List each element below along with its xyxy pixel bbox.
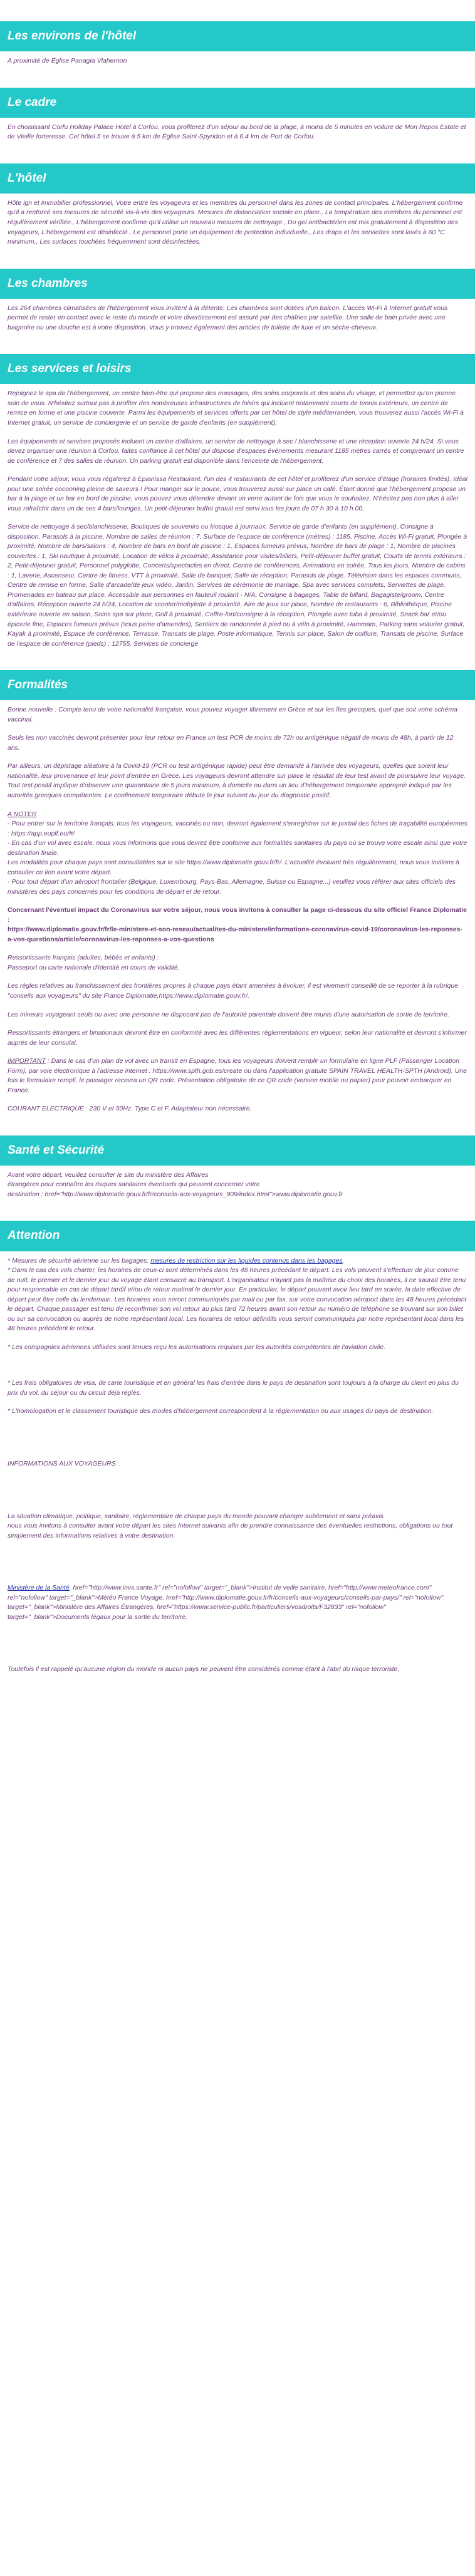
important-label: IMPORTANT <box>8 1057 46 1065</box>
bullet: * Les compagnies aériennes utilisées sont tenues reçu les autorisations requises par les autorités compétentes de l'aviation civile. <box>8 1343 386 1351</box>
info-heading: INFORMATIONS AUX VOYAGEURS : <box>8 1459 120 1467</box>
note-line: - Pour entrer sur le territoire français, tous les voyageurs, vaccinés ou non, devront également s'enregistrer sur le portail des fiches de traçabilité européennes : https://app.euplf.eu/#/ <box>8 820 467 837</box>
bullet: * L'homologation et le classement touristique des modes d'hébergement correspondent à la réglementation ou aux usages du pays de destination. <box>8 1407 434 1415</box>
paragraph <box>8 1512 467 1541</box>
important-paragraph <box>8 1057 467 1095</box>
paragraph-line: nous vous invitons à consulter avant votre départ les sites Internet suivants afin de prendre connaissance des éventuelles restrictions, obligations ou tout simplement des informations relatives à votre destination. <box>8 1522 453 1539</box>
liquids-link[interactable]: mesures de restriction sur les liquides contenus dans les bagages <box>150 1256 343 1265</box>
bullet: * Dans le cas des vols charter, les horaires de ceux-ci sont déterminés dans les 48 heures précédant le départ. Les vols peuvent s'effectuer de jour comme de nuit, le premier et le dernier jour du voyage étant consacré au transport. L'organisateur n'ayant pas la maîtrise du choix des horaires, il ne saurait être tenu pour responsable en cas de départ tardif et/ou de retour matinal le dernier jour. En particulier, le départ pouvant avoir lieu tard en soirée, la date effective de départ peut être celle du lendemain. Les horaires vous seront communiqués par mail ou par fax, sur votre convocation aéroport dans les 48 heures précédant le départ. Chaque passager est tenu de reconfirmer son vol retour au plus tard 72 heures avant son retour au numéro de téléphone se trouvant sur son billet ou sur sa convocation ou auprès de notre représentant local. Les horaires de retour définitifs vous seront communiqués par notre représentant local dans les 48 heures précédent le retour. <box>8 1266 467 1333</box>
coronavirus-link[interactable]: https://www.diplomatie.gouv.fr/fr/le-ministere-et-son-reseau/actualites-du-ministere/informations-coronavirus-covid-19/coronavirus-les-reponses-a-vos-questions/article/coronavirus-les-reponses-a-vos-questions <box>8 926 462 943</box>
section-sante <box>0 1135 475 1200</box>
paragraph: A proximité de Église Panagia Vlahernon <box>8 57 127 65</box>
bullet: * Les frais obligatoires de visa, de carte touristique et en général les frais d'entrée dans le pays de destination sont toujours à la charge du client en plus du prix du vol, du séjour ou du circuit déjà réglés. <box>8 1379 459 1397</box>
section-title: Les chambres <box>0 269 475 299</box>
note-block <box>8 810 467 897</box>
paragraph: Rejoignez le spa de l'hébergement, un centre bien-être qui propose des massages, des soins corporels et des soins du visage, et permettez qu'on prenne soin de vous. N'hésitez surtout pas à profiter des nombreuses infrastructures de loisirs qui incluent notamment courts de tennis extérieurs, un centre de remise en forme et une piscine couverte. Parmi les équipements et services offerts par cet hôtel de style méditerranéen, vous trouverez aussi l'accès Wi-Fi à Internet gratuit, un service de conciergerie et un service de garde d'enfants (en supplément). <box>8 390 464 427</box>
section-title: Le cadre <box>0 88 475 118</box>
paragraph-line: La situation climatique, politique, sanitaire, réglementaire de chaque pays du monde pouvant changer subitement et sans préavis <box>8 1512 384 1520</box>
paragraph <box>8 1583 467 1622</box>
paragraph <box>8 953 467 973</box>
section-attention <box>0 1221 475 1674</box>
amenities-list: Service de nettoyage à sec/blanchisserie, Boutiques de souvenirs ou kiosque à journaux, Service de garde d'enfants (en supplément), Consigne à disposition, Parasols à la piscine, Nombre de salles de réunion : 7, Surface de l'espace de conférence (mètres) : 1185, Piscine, Accès Wi-Fi gratuit, Plongée à proximité, Nombre de bars/salons : 4, Nombre de bars en bord de piscine : 1, Espaces fumeurs prévus, Nombre de bars de plage : 1, Nombre de piscines couvertes : 1, Ski nautique à proximité, Location de vélos à proximité, Assistance pour visites/billets, Petit-déjeuner buffet gratuit, Courts de tennis extérieurs : 2, Petit-déjeuner gratuit, Personnel polyglotte, Concerts/spectacles en direct, Centre de conférences, Animations en soirée, Tous les jours, Nombre de cabins : 1, Laverie, Ascenseur, Centre de fitness, VTT à proximité, Salle de banquet, Salle de réception, Parasols de plage, Télévision dans les espaces communs, Centre de remise en forme, Salle d'arcade/de jeux vidéo, Jardin, Services de cérémonie de mariage, Spa avec services complets, Serviettes de plage, Promenades en bateau sur place, Accessible aux personnes en fauteuil roulant - N/A, Consigne à bagages, Table de billard, Bagagiste/groom, Centre d'affaires, Réception ouverte 24 h/24, Location de scooter/mobylette à proximité, Aire de jeux sur place, Nombre de restaurants : 6, Bibliothèque, Piscine extérieure ouverte en saison, Soins spa sur place, Golf à proximité, Coffre-fort/consigne à la réception, Plongée avec tuba à proximité, Snack bar et/ou épicerie fine, Espaces fumeurs prévus (sous peine d'amendes), Sentiers de randonnée à pied ou à vélo à proximité, Hammam, Parking sans voiturier gratuit, Kayak à proximité, Espace de conférence, Terrasse, Transats de plage, Poste informatique, Tennis sur place, Salon de coiffure, Transats de piscine, Surface de l'espace de conférence (pieds) : 12755, Services de concierge <box>8 523 467 648</box>
bullet-text: * Mesures de sécurité aérienne sur les bagages: <box>8 1256 151 1265</box>
paragraph: Ressortissants étrangers et binationaux devront être en conformité avec les différentes réglementations en vigueur, selon leur nationalité et devront s'informer auprès de leur consulat. <box>8 1029 467 1047</box>
section-formalites <box>0 670 475 1114</box>
note-line: - Pour tout départ d'un aéroport frontalier (Belgique, Luxembourg, Pays-Bas, Allemagne, Suisse ou Espagne...) veuillez vous référer aux sites officiels des ministères des pays concernés pour les conditions de départ et de retour. <box>8 878 456 896</box>
section-title: Santé et Sécurité <box>0 1135 475 1166</box>
paragraph-line: étrangères pour connaître les risques sanitaires éventuels qui peuvent concerner votre <box>8 1181 260 1189</box>
paragraph-line: Passeport ou carte nationale d'identité en cours de validité. <box>8 963 180 971</box>
section-title: Formalités <box>0 670 475 700</box>
section-cadre <box>0 88 475 142</box>
section-title: Les environs de l'hôtel <box>0 21 475 51</box>
bullet-text: . <box>342 1256 345 1265</box>
links-text: , href="http://www.invs.sante.fr" rel="nofollow" target="_blank">Institut de veille sanitaire, href="http://www.meteofrance.com" rel="nofollow" target="_blank">Météo France Voyage, href="http://www.diplomatie.gouv.fr/fr/conseils-aux-voyageurs/conseils-par-pays/" rel="nofollow" target="_blank">Ministère des Affaires Étrangères, href="https://www.service-public.fr/particuliers/vosdroits/F32833" rel="nofollow" target="_blank">Documents légaux pour la sortie du territoire. <box>8 1584 444 1621</box>
paragraph-line: destination : href="http://www.diplomatie.gouv.fr/fr/conseils-aux-voyageurs_909/index.html">www.diplomatie.gouv.fr <box>8 1190 343 1198</box>
paragraph-line: Avant votre départ, veuillez consulter le site du ministère des Affaires <box>8 1171 209 1179</box>
paragraph: Hôte ign et immobilier professionnel, Votre entre les voyageurs et les membres du personnel dans les zones de contact principales. L'hébergement confirme qu'il a renforcé ses mesures de sécurité vis-à-vis des voyageurs. Mesures de distanciation sociale en place., La température des membres du personnel est régulièrement vérifiée., L'hébergement confirme qu'il utilise un nouveau mesures de nettoyage., Du gel antibactérien est mis gratuitement à disposition des voyageurs, L'hébergement est désinfecté., Le personnel porte un équipement de protection individuelle., Les draps et les serviettes sont lavés à 60 °C minimum., Les surfaces touchées fréquemment sont désinfectées. <box>8 199 463 246</box>
section-title: Attention <box>0 1221 475 1251</box>
section-services <box>0 354 475 649</box>
hotel-info-page <box>0 21 475 1675</box>
section-environs <box>0 21 475 66</box>
coronavirus-notice <box>8 906 467 944</box>
bullet <box>8 1256 467 1266</box>
ministere-sante-link[interactable]: Ministère de la Santé <box>8 1584 70 1592</box>
paragraph-line: Ressortissants français (adultes, bébés et enfants) : <box>8 954 159 962</box>
paragraph: Les équipements et services proposés incluent un centre d'affaires, un service de nettoyage à sec / blanchisserie et une réception ouverte 24 h/24. Si vous devez organiser une réunion à Corfou, faites confiance à cet hôtel qui dispose d'espaces événements mesurant 1185 mètres carrés et comprenant un centre de conférence et 7 des salles de réunion. Un parking gratuit est disponible dans l'enceinte de l'hébergement. <box>8 437 464 465</box>
note-heading: A NOTER <box>8 810 37 818</box>
bold-text: Concernant l'éventuel impact du Coronavirus sur votre séjour, nous vous invitons à consulter la page ci-dessous du site officiel France Diplomatie : <box>8 906 467 924</box>
note-line: - En cas d'un vol avec escale, nous vous informons que vous devrez être conforme aux formalités sanitaires du pays où se trouve votre escale ainsi que votre destination finale. <box>8 839 467 857</box>
important-text: : Dans le cas d'un plan de vol avec un transit en Espagne, tous les voyageurs doivent remplir un formulaire en ligne PLF (Passenger Location Form), par voie électronique à l'adresse internet : https://www.spth.gob.es/create ou dans l'application gratuite SPAIN TRAVEL HEALTH-SPTH (Android). Une fois le formulaire rempli, le passager recevra un QR code. Présentation obligatoire de ce QR code (version mobile ou papier) pour pouvoir embarquer en France. <box>8 1057 467 1094</box>
paragraph: Les 264 chambres climatisées de l'hébergement vous invitent à la détente. Les chambres sont dotées d'un balcon. L'accès Wi-Fi à Internet gratuit vous permet de rester en contact avec le reste du monde et votre divertissement est assuré par des chaînes par satellite. Une salle de bain privée avec une baignoire ou une douche est à votre disposition. Vous y trouvez également des articles de toilette de luxe et un sèche-cheveux. <box>8 304 448 331</box>
section-hotel <box>0 163 475 247</box>
paragraph <box>8 1171 467 1200</box>
section-title: Les services et loisirs <box>0 354 475 384</box>
paragraph: COURANT ELECTRIQUE : 230 V et 50Hz. Type C et F. Adaptateur non nécessaire. <box>8 1105 252 1113</box>
paragraph: Toutefois il est rappelé qu'aucune région du monde ni aucun pays ne peuvent être considérés comme étant à l'abri du risque terroriste. <box>8 1665 400 1673</box>
paragraph: Par ailleurs, un dépistage aléatoire à la Covid-19 (PCR ou test antigénique rapide) peut être demandé à l'arrivée des voyageurs, quelles que soient leur nationalité, leur provenance et leur point d'entrée en Grèce. Les voyageurs devront attendre sur place le résultat de leur test avant de poursuivre leur voyage. Tout test positif implique d'observer une quarantaine de 5 jours minimum, à domicile ou dans un lieu d'hébergement temporaire approprié indiqué par les autorités grecques compétentes. Le confinement temporaire débute le jour suivant du jour du diagnostic positif. <box>8 762 466 799</box>
paragraph: Seuls les non vaccinés devront présenter pour leur retour en France un test PCR de moins de 72h ou antigénique négatif de moins de 48h, à partir de 12 ans. <box>8 734 454 752</box>
paragraph: En choisissant Corfu Holiday Palace Hotel à Corfou, vous profiterez d'un séjour au bord de la plage, à moins de 5 minutes en voiture de Mon Repos Estate et de Vieille forteresse. Cet hôtel 5 se trouve à 5 km de Église Saint-Spyridon et à 6,4 km de Port de Corfou. <box>8 123 466 141</box>
note-line: Les modalités pour chaque pays sont consultables sur le site https://www.diplomatie.gouv.fr/fr/. L'actualité évoluant très régulièrement, nous vous invitons à consulter ce lien avant votre départ. <box>8 859 459 876</box>
section-title: L'hôtel <box>0 163 475 194</box>
paragraph: Bonne nouvelle : Compte tenu de votre nationalité française, vous pouvez voyager librement en Grèce et sur les îles grecques, quel que soit votre schéma vaccinal. <box>8 706 457 723</box>
paragraph: Pendant votre séjour, vous vous régalerez à Epianissa Restaurant, l'un des 4 restaurants de cet hôtel et profiterez d'un service d'étage (horaires limités). Idéal pour une soirée cocooning pleine de saveurs ! Pour manger sur le pouce, vous trouverez aussi sur place un café. Étant donné que l'hébergement propose un bar à la plage et un bar en bord de piscine, vous pouvez vous détendre devant un verre autant de fois que vous le souhaitez. N'hésitez pas non plus à aller vous rafraîchir dans un de ses 4 bars/lounges. Un petit-déjeuner buffet gratuit est servi tous les jours de 07 h 30 à 10 h 00. <box>8 475 467 512</box>
paragraph: Les règles relatives au franchissement des frontières propres à chaque pays étant amenées à évoluer, il est vivement conseillé de se reporter à la rubrique "conseils aux voyageurs" du site France Diplomatie,https://www.diplomatie.gouv.fr/. <box>8 982 459 1000</box>
paragraph: Les mineurs voyageant seuls ou avec une personne ne disposant pas de l'autorité parentale doivent être munis d'une autorisation de sortie de territoire. <box>8 1010 450 1018</box>
section-chambres <box>0 269 475 333</box>
